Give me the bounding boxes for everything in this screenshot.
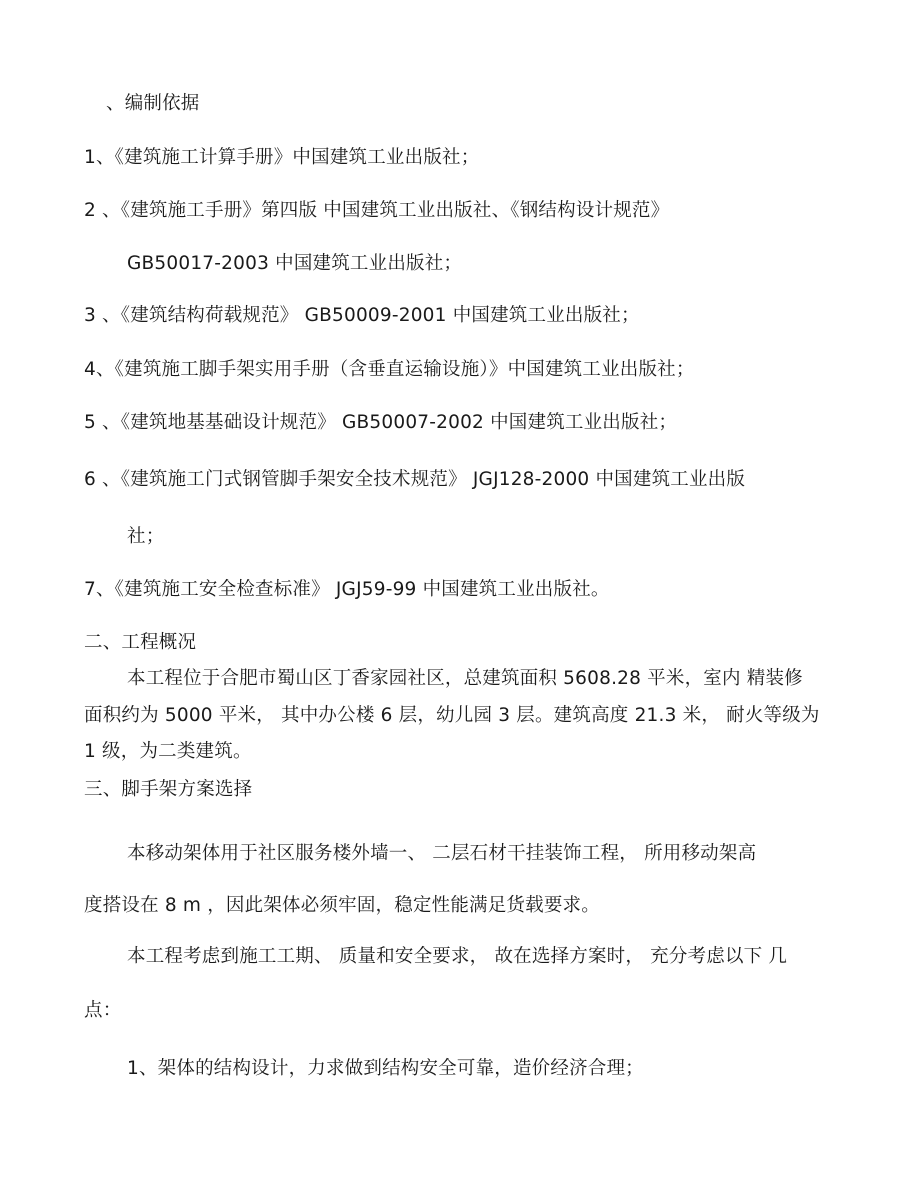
scaffold-line-2: 度搭设在 8 m ，因此架体必须牢固，稳定性能满足货载要求。	[84, 895, 600, 916]
overview-line-2: 面积约为 5000 平米， 其中办公楼 6 层，幼儿园 3 层。建筑高度 21.3 米， 耐火等级为	[84, 705, 820, 726]
basis-item-6: 6 、《建筑施工门式钢管脚手架安全技术规范》 JGJ128-2000 中国建筑工业出版	[84, 469, 746, 490]
basis-item-3: 3 、《建筑结构荷载规范》 GB50009-2001 中国建筑工业出版社；	[84, 305, 640, 326]
overview-line-3: 1 级，为二类建筑。	[84, 741, 252, 762]
basis-item-2-continued: GB50017-2003 中国建筑工业出版社；	[127, 253, 463, 274]
basis-item-7: 7、《建筑施工安全检查标准》 JGJ59-99 中国建筑工业出版社。	[84, 579, 610, 600]
scaffold-line-5: 1、架体的结构设计，力求做到结构安全可靠，造价经济合理；	[127, 1058, 644, 1079]
scaffold-line-4: 点：	[84, 1000, 122, 1021]
scaffold-line-1: 本移动架体用于社区服务楼外墙一、 二层石材干挂装饰工程， 所用移动架高	[127, 843, 757, 864]
basis-item-6-continued: 社；	[127, 526, 165, 547]
basis-item-2: 2 、《建筑施工手册》第四版 中国建筑工业出版社、《钢结构设计规范》	[84, 200, 670, 221]
basis-item-5: 5 、《建筑地基基础设计规范》 GB50007-2002 中国建筑工业出版社；	[84, 412, 678, 433]
section-heading-overview: 二、工程概况	[84, 632, 197, 653]
section-heading-scaffold: 三、脚手架方案选择	[84, 779, 253, 800]
overview-line-1: 本工程位于合肥市蜀山区丁香家园社区，总建筑面积 5608.28 平米，室内 精装修	[127, 668, 803, 689]
basis-item-4: 4、《建筑施工脚手架实用手册（含垂直运输设施）》中国建筑工业出版社；	[84, 359, 695, 380]
section-heading-basis: 、编制依据	[106, 93, 200, 114]
scaffold-line-3: 本工程考虑到施工工期、 质量和安全要求， 故在选择方案时， 充分考虑以下 几	[127, 946, 788, 967]
basis-item-1: 1、《建筑施工计算手册》中国建筑工业出版社；	[84, 147, 480, 168]
